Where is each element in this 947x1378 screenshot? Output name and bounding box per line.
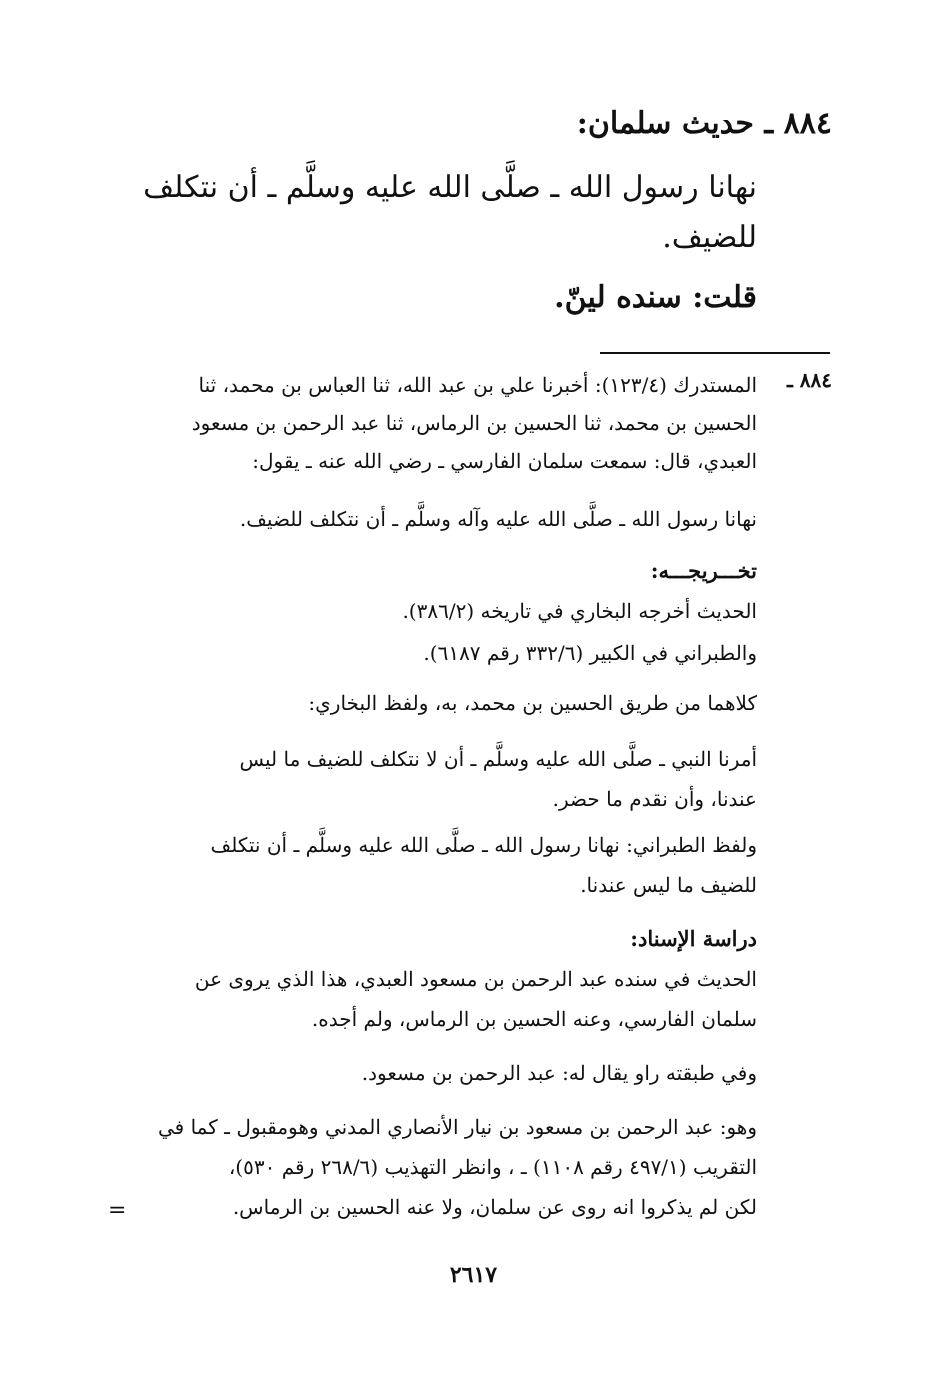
dirasa-line: سلمان الفارسي، وعنه الحسين بن الرماس، ولم أجده. xyxy=(311,1007,757,1031)
wahuwa-line: لكن لم يذكروا انه روى عن سلمان، ولا عنه الحسين بن الرماس. xyxy=(232,1195,757,1219)
footnote-separator xyxy=(600,352,830,354)
tabarani-text-line: للضيف ما ليس عندنا. xyxy=(580,873,757,897)
hadith-text-line: نهانا رسول الله ـ صلَّى الله عليه وسلَّم ـ أن نتكلف xyxy=(143,170,757,205)
takhrij-heading: تخـــريجـــه: xyxy=(650,558,757,583)
bukhari-text-line: عندنا، وأن نقدم ما حضر. xyxy=(552,787,757,811)
continuation-mark: = xyxy=(108,1198,127,1223)
wahuwa-line: التقريب (٤٩٧/١ رقم ١١٠٨) ـ ، وانظر التهذيب (٢٦٨/٦ رقم ٥٣٠)، xyxy=(228,1155,757,1179)
footnote-matn: نهانا رسول الله ـ صلَّى الله عليه وآله وسلَّم ـ أن نتكلف للضيف. xyxy=(239,507,757,531)
dirasa-line: الحديث في سنده عبد الرحمن بن مسعود العبدي، هذا الذي يروى عن xyxy=(194,967,757,991)
tabaqa-line: وفي طبقته راو يقال له: عبد الرحمن بن مسعود. xyxy=(361,1061,757,1085)
bukhari-text-line: أمرنا النبي ـ صلَّى الله عليه وسلَّم ـ أن لا نتكلف للضيف ما ليس xyxy=(239,747,757,771)
footnote-isnad-line: الحسين بن محمد، ثنا الحسين بن الرماس، ثنا عبد الرحمن بن مسعود xyxy=(191,411,757,435)
footnote-isnad-line: المستدرك (١٢٣/٤): أخبرنا علي بن عبد الله، ثنا العباس بن محمد، ثنا xyxy=(198,373,757,397)
entry-heading: ٨٨٤ ـ حديث سلمان: xyxy=(576,106,832,141)
takhrij-line: الحديث أخرجه البخاري في تاريخه (٣٨٦/٢). xyxy=(402,599,757,623)
hadith-text-line: للضيف. xyxy=(662,220,757,255)
footnote-number: ٨٨٤ ـ xyxy=(786,368,832,392)
both-from-line: كلاهما من طريق الحسين بن محمد، به، ولفظ البخاري: xyxy=(308,691,757,715)
tabarani-text-line: ولفظ الطبراني: نهانا رسول الله ـ صلَّى الله عليه وسلَّم ـ أن نتكلف xyxy=(210,833,757,857)
footnote-isnad-line: العبدي، قال: سمعت سلمان الفارسي ـ رضي الله عنه ـ يقول: xyxy=(252,449,757,473)
wahuwa-line: وهو: عبد الرحمن بن مسعود بن نيار الأنصاري المدني وهومقبول ـ كما في xyxy=(157,1115,757,1139)
dirasa-heading: دراسة الإسناد: xyxy=(630,926,757,951)
takhrij-line: والطبراني في الكبير (٣٣٢/٦ رقم ٦١٨٧). xyxy=(423,641,757,665)
author-ruling: قلت: سنده لينّ. xyxy=(554,280,757,315)
page-number: ٢٦١٧ xyxy=(449,1262,498,1288)
